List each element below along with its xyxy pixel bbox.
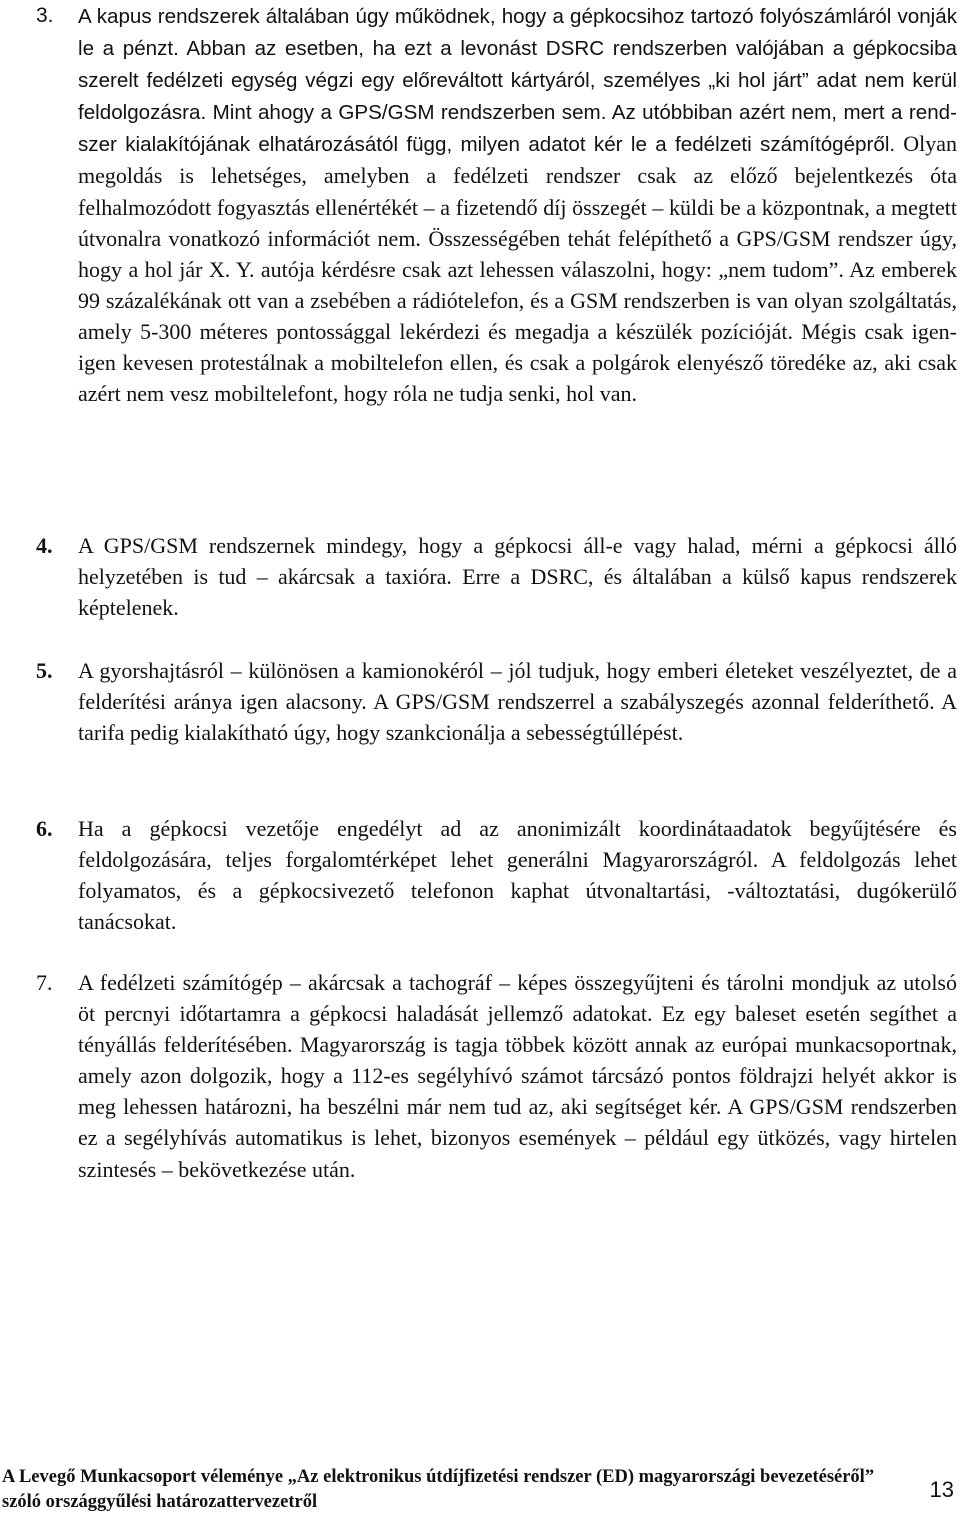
paragraph-sans-part: A kapus rendszerek általában úgy működnek, hogy a gépkocsihoz tartozó folyószámláról vonják le a pénzt. Abban az esetben, ha ezt a levonást DSRC rendszerben valójában a gépkocsiba szerelt fedélzeti egység végzi egy előreváltott kártyáról, személyes „ki hol járt” adat nem kerül feldolgozásra. Mint ahogy a GPS/GSM rendszerben sem. Az utóbbiban azért nem, mert a rendszer kialakítójának elhatározásától függ, milyen adatot kér le a fedélzeti számítógépről. xyxy=(78,5,957,157)
paragraph-text: A gyorshajtásról – különösen a kamionokéról – jól tudjuk, hogy emberi életeket veszélyeztet, de a felderítési aránya igen alacsony. A GPS/GSM rendszerrel a szabályszegés azonnal felderíthető. A tarifa pedig kialakítható úgy, hogy szankcionálja a sebességtúllépést. xyxy=(78,658,957,746)
paragraph-text: A GPS/GSM rendszernek mindegy, hogy a gépkocsi áll-e vagy halad, mérni a gépkocsi álló helyzetében is tud – akárcsak a taxióra. Erre a DSRC, és általában a külső kapus rendszerek képtelenek. xyxy=(78,533,957,621)
page-footer xyxy=(0,1465,960,1520)
list-number: 7. xyxy=(36,970,53,995)
list-number: 6. xyxy=(36,816,53,841)
page-number: 13 xyxy=(929,1477,954,1502)
paragraph-serif-part: Olyan megoldás is lehetséges, amelyben a fedélzeti rendszer csak az előző bejelentkezés óta felhalmozódott fogyasztás ellenértékét – a fizetendő díj összegét – küldi be a központnak, a megtett útvonalra vonatkozó információt nem. Összességében tehát felépíthető a GPS/GSM rendszer úgy, hogy a hol jár X. Y. autója kérdésre csak azt lehessen válaszolni, hogy: „nem tudom”. Az emberek 99 százalékának ott van a zsebében a rádiótelefon, és a GSM rendszerben is van olyan szolgáltatás, amely 5-300 méteres pontossággal lekérdezi és megadja a készülék pozícióját. Mégis csak igen-igen kevesen protestálnak a mobiltelefon ellen, és csak a polgárok elenyésző töredéke az, aki csak azért nem vesz mobiltelefont, hogy róla ne tudja senki, hol van. xyxy=(78,131,958,407)
footer-title: A Levegő Munkacsoport véleménye „Az elektronikus útdíjfizetési rendszer (ED) magyarországi bevezetéséről” szóló országgyűlési határozattervezetről xyxy=(2,1467,875,1512)
list-number: 3. xyxy=(36,4,54,27)
paragraph-text: A fedélzeti számítógép – akárcsak a tachográf – képes összegyűjteni és tárolni mondjuk az utolsó öt percnyi időtartamra a gépkocsi haladását jellemző adatokat. Ez egy baleset esetén segíthet a tényállás felderítésében. Magyarország is tagja többek között annak az európai munkacsoportnak, amely azon dolgozik, hogy a 112-es segélyhívó számot tárcsázó pontos földrajzi helyét akkor is meg lehessen határozni, ha beszélni már nem tud az, aki segítséget kér. A GPS/GSM rendszerben ez a segélyhívás automatikus is lehet, bizonyos események – például egy ütközés, vagy hirtelen szintesés – bekövetkezése után. xyxy=(78,970,957,1182)
list-number: 4. xyxy=(36,533,53,558)
list-number: 5. xyxy=(36,658,53,683)
paragraph-text xyxy=(78,0,957,409)
paragraph-text: Ha a gépkocsi vezetője engedélyt ad az anonimizált koordinátaadatok begyűjtésére és feldolgozására, teljes forgalomtérképet lehet generálni Magyarországról. A feldolgozás lehet folyamatos, és a gépkocsivezető telefonon kaphat útvonaltartási, -változtatási, dugókerülő tanácsokat. xyxy=(78,816,957,935)
